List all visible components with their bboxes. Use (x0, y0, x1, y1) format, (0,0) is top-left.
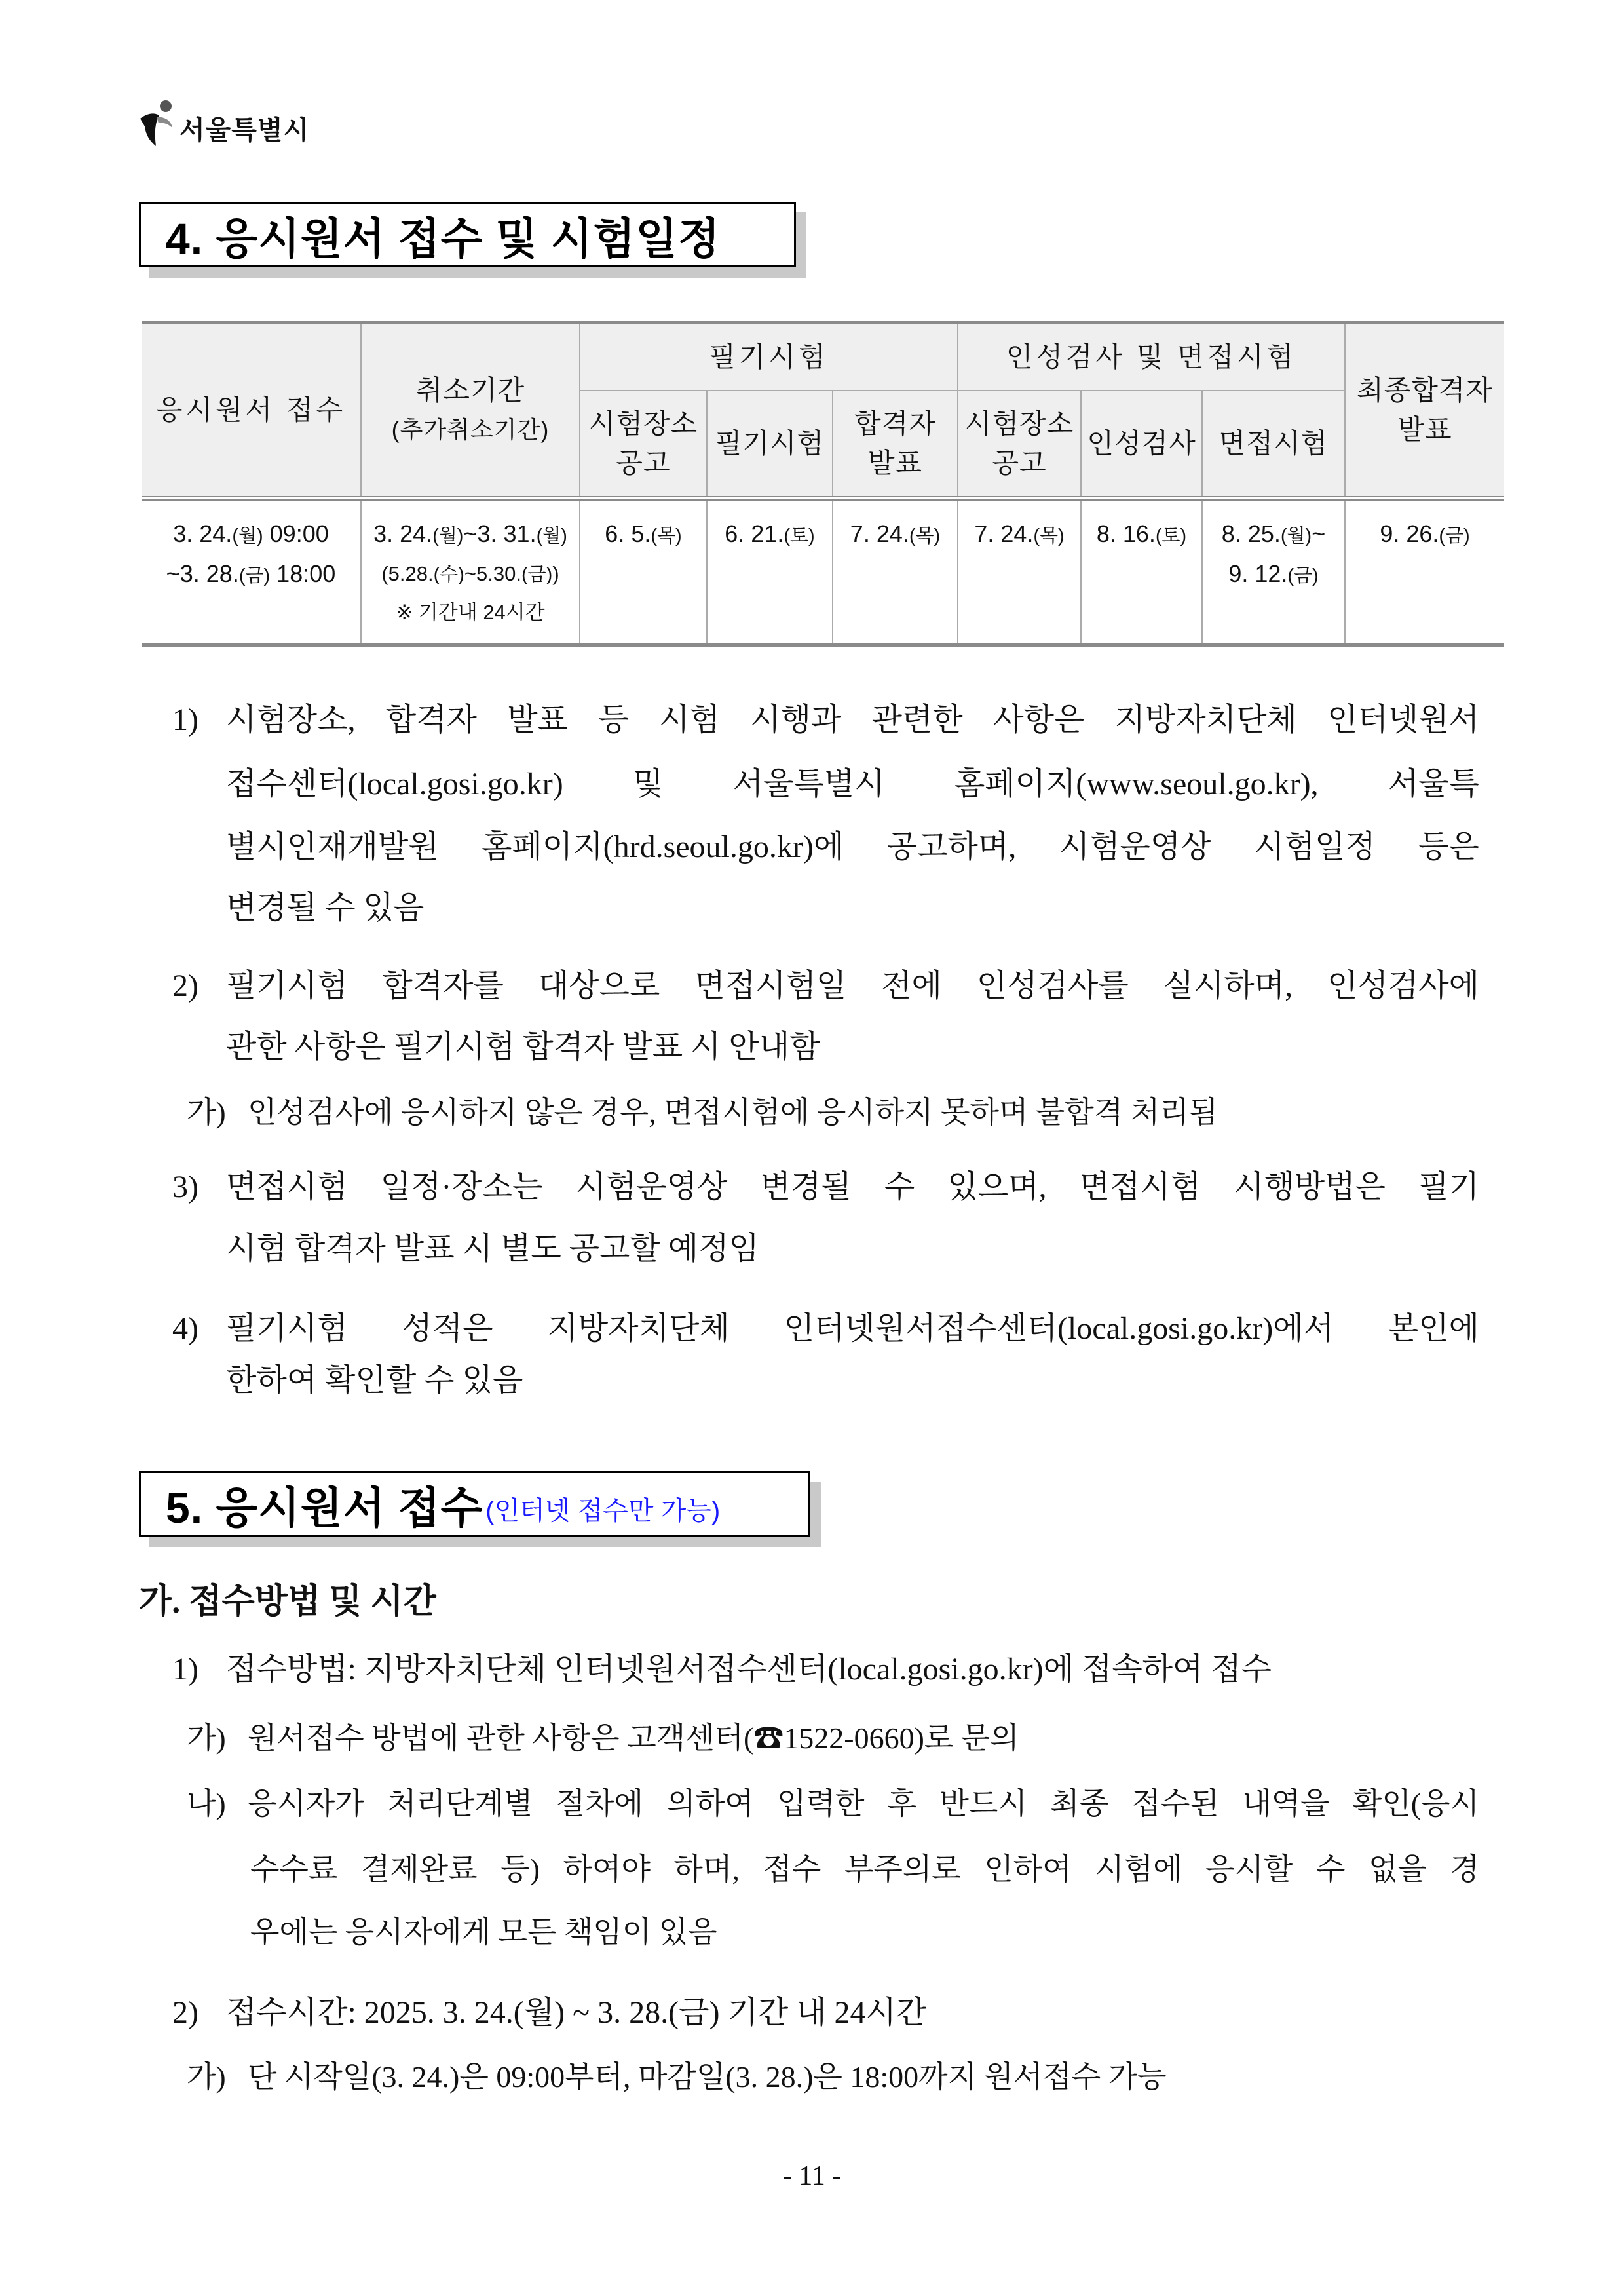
note-line: 필기시험 성적은 지방자치단체 인터넷원서접수센터(local.gosi.go.kr)에서 본인에 (226, 1311, 1479, 1346)
cell-line: 7. 24.(목) (850, 520, 941, 547)
subheader-interview-venue (958, 391, 1081, 499)
header-personality-interview: 인성검사 및 면접시험 (958, 323, 1345, 391)
note-marker: 4) (172, 1311, 198, 1346)
cell-final-announcement (1345, 499, 1504, 645)
cell-interview-venue (958, 499, 1081, 645)
cell-written-exam (707, 499, 833, 645)
header-label: 인성검사 (1087, 428, 1196, 459)
sub-item-line: 단 시작일(3. 24.)은 09:00부터, 마감일(3. 28.)은 18:00까지 원서접수 가능 (248, 2060, 1167, 2094)
cell-line: 9. 12.(금) (1228, 560, 1319, 587)
table-header-row (142, 323, 1504, 391)
section-5-title: 5. 응시원서 접수 (166, 1483, 483, 1532)
section-5-title-note: (인터넷 접수만 가능) (485, 1496, 721, 1525)
header-label: 시험장소 (964, 408, 1074, 439)
cell-line: 7. 24.(목) (974, 520, 1065, 547)
header-label: 발표 (867, 448, 923, 478)
subheader-personality-test (1081, 391, 1202, 499)
table-row (142, 499, 1504, 645)
header-written-exam: 필기시험 (580, 323, 958, 391)
subsection-heading: 가. 접수방법 및 시간 (139, 1583, 436, 1620)
header-application (142, 323, 361, 499)
note-line: 시험 합격자 발표 시 별도 공고할 예정임 (226, 1231, 759, 1266)
subheader-written-venue (580, 391, 707, 499)
cell-written-venue (580, 499, 707, 645)
note-line: 한하여 확인할 수 있음 (226, 1363, 523, 1398)
cell-line: 3. 24.(월)~3. 31.(월) (373, 520, 567, 547)
cell-cancel-period (361, 499, 580, 645)
header-logo (136, 97, 309, 149)
cell-line: 8. 25.(월)~ (1221, 520, 1326, 547)
cell-line: ~3. 28.(금) 18:00 (166, 560, 336, 587)
sub-item-line: 수수료 결제완료 등) 하여야 하며, 접수 부주의로 인하여 시험에 응시할 수 없을 경 (250, 1852, 1479, 1886)
note-marker: 2) (172, 968, 198, 1003)
sub-note-line: 인성검사에 응시하지 않은 경우, 면접시험에 응시하지 못하며 불합격 처리됨 (248, 1096, 1218, 1129)
cell-line: 3. 24.(월) 09:00 (173, 520, 329, 547)
note-line: 면접시험 일정·장소는 시험운영상 변경될 수 있으며, 면접시험 시행방법은 필기 (226, 1170, 1479, 1204)
cell-application-period (142, 499, 361, 645)
sub-item-marker: 가) (187, 1721, 226, 1755)
page-number: - 11 - (782, 2161, 842, 2191)
header-label-note: (추가취소기간) (391, 416, 550, 443)
cell-line: 9. 26.(금) (1380, 520, 1470, 547)
note-line: 관한 사항은 필기시험 합격자 발표 시 안내함 (226, 1029, 820, 1064)
item-marker: 2) (172, 1995, 198, 2030)
sub-item-line: 우에는 응시자에게 모든 책임이 있음 (250, 1915, 717, 1949)
note-line: 접수센터(local.gosi.go.kr) 및 서울특별시 홈페이지(www.seoul.go.kr), 서울특 (226, 767, 1479, 801)
note-line: 시험장소, 합격자 발표 등 시험 시행과 관련한 사항은 지방자치단체 인터넷원서 (226, 702, 1479, 737)
sub-item-line: 응시자가 처리단계별 절차에 의하여 입력한 후 반드시 최종 접수된 내역을 확인(응시 (248, 1787, 1479, 1820)
section-4-title: 4. 응시원서 접수 및 시험일정 (166, 214, 721, 263)
header-label: 최종합격자 (1357, 375, 1493, 406)
header-label: 필기시험 (715, 428, 825, 459)
item-line: 접수방법: 지방자치단체 인터넷원서접수센터(local.gosi.go.kr)에 접속하여 접수 (226, 1652, 1272, 1687)
header-label: 면접시험 (1218, 428, 1329, 459)
subheader-interview-exam (1202, 391, 1345, 499)
header-final-announcement (1345, 323, 1504, 499)
subheader-written-exam (707, 391, 833, 499)
item-marker: 1) (172, 1652, 198, 1687)
exam-schedule-table (142, 321, 1504, 647)
note-marker: 1) (172, 702, 198, 737)
header-label: 응시원서 접수 (155, 394, 347, 425)
sub-item-line: 원서접수 방법에 관한 사항은 고객센터(☎1522-0660)로 문의 (248, 1721, 1019, 1755)
section-4-title-box (139, 202, 796, 267)
header-label: 공고 (616, 448, 671, 478)
note-marker: 3) (172, 1170, 198, 1204)
note-line: 필기시험 합격자를 대상으로 면접시험일 전에 인성검사를 실시하며, 인성검사에 (226, 968, 1479, 1003)
cell-line: 6. 21.(토) (725, 520, 815, 547)
cell-line: 8. 16.(토) (1096, 520, 1187, 547)
seoul-emblem-icon (136, 98, 176, 149)
header-label: 합격자 (854, 408, 936, 439)
header-label: 취소기간 (415, 375, 525, 406)
org-name: 서울특별시 (179, 115, 310, 145)
note-line: 변경될 수 있음 (226, 890, 425, 925)
sub-item-marker: 나) (187, 1787, 226, 1820)
item-line: 접수시간: 2025. 3. 24.(월) ~ 3. 28.(금) 기간 내 24시간 (226, 1995, 927, 2030)
header-label: 발표 (1397, 414, 1452, 445)
subheader-written-pass (833, 391, 958, 499)
cell-interview-exam (1202, 499, 1345, 645)
note-line: 별시인재개발원 홈페이지(hrd.seoul.go.kr)에 공고하며, 시험운영상 시험일정 등은 (226, 830, 1479, 864)
cell-line: ※ 기간내 24시간 (396, 601, 545, 624)
section-5-title-box (139, 1471, 810, 1537)
header-label: 공고 (992, 448, 1047, 478)
sub-note-marker: 가) (187, 1096, 226, 1129)
cell-written-pass (833, 499, 958, 645)
sub-item-marker: 가) (187, 2060, 226, 2094)
cell-personality-test (1081, 499, 1202, 645)
header-label: 시험장소 (588, 408, 698, 439)
cell-line: 6. 5.(목) (605, 520, 682, 547)
cell-line: (5.28.(수)~5.30.(금)) (381, 562, 559, 585)
header-cancel-period (361, 323, 580, 499)
